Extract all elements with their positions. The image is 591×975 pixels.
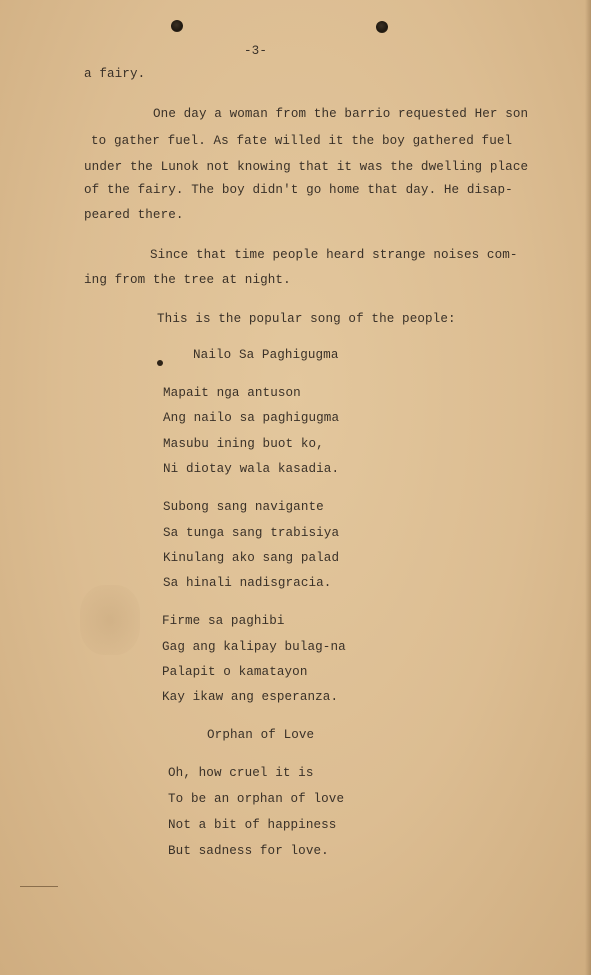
text-line: ing from the tree at night. [84, 273, 291, 287]
margin-rule [20, 886, 58, 887]
verse-line: Kay ikaw ang esperanza. [162, 690, 339, 704]
verse-line: Sa hinali nadisgracia. [163, 576, 332, 590]
text-line: peared there. [84, 208, 184, 222]
verse-line: To be an orphan of love [168, 792, 345, 806]
paper-stain [80, 585, 140, 655]
verse-line: Mapait nga antuson [163, 386, 301, 400]
text-line: Since that time people heard strange noises com- [150, 248, 518, 262]
verse-line: Masubu ining buot ko, [163, 437, 324, 451]
song-title: Orphan of Love [207, 728, 315, 742]
page-number: -3- [244, 44, 267, 58]
ink-dot [157, 360, 163, 366]
verse-line: Kinulang ako sang palad [163, 551, 340, 565]
verse-line: Palapit o kamatayon [162, 665, 308, 679]
verse-line: Not a bit of happiness [168, 818, 337, 832]
verse-line: Gag ang kalipay bulag-na [162, 640, 346, 654]
song-title: Nailo Sa Paghigugma [193, 348, 339, 362]
text-line: to gather fuel. As fate willed it the boy gathered fuel [91, 134, 513, 148]
text-line: a fairy. [84, 67, 146, 81]
verse-line: Subong sang navigante [163, 500, 324, 514]
verse-line: Firme sa paghibi [162, 614, 285, 628]
text-line: One day a woman from the barrio requested Her son [153, 107, 529, 121]
verse-line: Sa tunga sang trabisiya [163, 526, 340, 540]
punch-hole-right [376, 21, 388, 33]
verse-line: But sadness for love. [168, 844, 329, 858]
text-line: of the fairy. The boy didn't go home that day. He disap- [84, 183, 513, 197]
punch-hole-left [171, 20, 183, 32]
verse-line: Oh, how cruel it is [168, 766, 314, 780]
text-line: under the Lunok not knowing that it was the dwelling place [84, 160, 529, 174]
text-line: This is the popular song of the people: [157, 312, 456, 326]
verse-line: Ni diotay wala kasadia. [163, 462, 340, 476]
verse-line: Ang nailo sa paghigugma [163, 411, 340, 425]
